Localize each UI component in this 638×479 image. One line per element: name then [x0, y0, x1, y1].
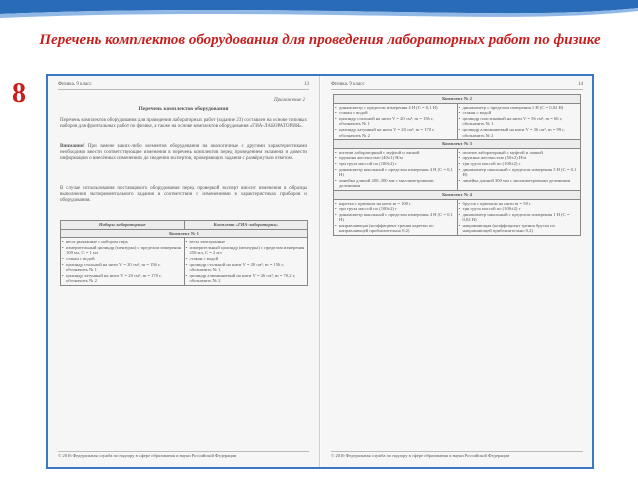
list-item: • динамометр школьный с пределом измерения 4 Н (С = 0,1 Н): [336, 167, 455, 178]
document-page-14: [321, 76, 593, 467]
table-header-cell: Наборы лабораторные: [61, 221, 185, 230]
list-item: • динамометр школьный с пределом измерения 4 Н (С = 0,1 Н): [336, 212, 455, 223]
list-item: • динамометр школьный с пределом измерения 5 Н (С = 0,1 Н): [460, 167, 579, 178]
page-footer: © 2016 Федеральная служба по надзору в сфере образования и науки Российской Федерации: [331, 451, 583, 459]
table-header-cell: Комплект «ГИА-лаборатория»: [184, 221, 308, 230]
list-item: • динамометр школьный с пределом измерения 1 Н (С = 0,02 Н): [460, 212, 579, 223]
decorative-wave: [0, 0, 638, 30]
page-number: 14: [578, 82, 583, 87]
document-heading: Перечень комплектов оборудования: [138, 106, 229, 112]
kit-table: [60, 220, 308, 286]
list-item: • три груза массой по (100±2) г: [460, 161, 579, 167]
document-page-13: [48, 76, 320, 467]
page-header: [331, 82, 583, 90]
kit-table: [333, 94, 581, 236]
list-item: • пружина жесткостью (50±2) Н/м: [460, 155, 579, 161]
list-item: • стакан с водой: [336, 110, 455, 116]
page-number: 13: [304, 82, 309, 87]
page-footer: © 2016 Федеральная служба по надзору в сфере образования и науки Российской Федерации: [58, 451, 309, 459]
list-item: • весы рычажные с набором гирь: [63, 239, 182, 245]
list-item: • динамометр с пределом измерения 1 Н (С = 0,02 Н): [460, 105, 579, 111]
list-item: • линейка длиной 200–300 мм с миллиметровыми делениями: [336, 178, 455, 189]
list-item: • динамометр с пределом измерения 4 Н (С = 0,1 Н): [336, 105, 455, 111]
kit-title: Комплект № 4: [334, 190, 581, 199]
list-item: • измерительный цилиндр (мензурка) с пределом измерения 100 мл, С = 1 мл: [63, 245, 182, 256]
list-item: • брусок с крючком на нити m = 50 г: [460, 201, 579, 207]
warning-paragraph: [60, 144, 307, 163]
list-item: • пружина жесткостью (40±1) Н/м: [336, 155, 455, 161]
list-item: • цилиндр стальной на нити V = 20 см³, m = 156 г, обозначить № 1: [187, 262, 306, 273]
list-item: • три груза массой по (100±2) г: [336, 161, 455, 167]
appendix-label: Приложение 2: [274, 98, 305, 103]
note-paragraph: В случае использования поставщикого оборудования перед проверкой эксперт вносит изменения в образцы выполнения экспериментального задания в соответствии с изменениями в характеристиках приборов и оборудования.: [60, 186, 307, 204]
list-item: • линейка длиной 300 мм с миллиметровыми делениями: [460, 178, 579, 184]
page-header-subject: Физика. 9 класс: [331, 82, 365, 87]
kit-title: Комплект № 2: [334, 95, 581, 104]
list-item: • цилиндр алюминиевый на нити V = 36 см³, m = 99 г, обозначить № 2: [460, 127, 579, 138]
page-header-subject: Физика. 9 класс: [58, 82, 92, 87]
list-item: • стакан с водой: [187, 256, 306, 262]
slide-number: 8: [12, 78, 26, 109]
list-item: • каретка с крючком на нити m = 100 г: [336, 201, 455, 207]
slide-title: Перечень комплектов оборудования для проведения лабораторных работ по физике: [39, 32, 601, 48]
list-item: • стакан с водой: [63, 256, 182, 262]
warning-label: Внимание!: [60, 144, 85, 149]
intro-paragraph: Перечень комплектов оборудования для проведения лабораторных работ (задание 23) составлен на основе типовых наборов для фронтальных работ по физике, а также на основе комплектов оборудования «ГИА-ЛАБОРАТОРИЯ».: [60, 118, 307, 130]
document-scan: [46, 74, 594, 469]
list-item: • цилиндр стальной на нити V = 20 см³, m = 156 г, обозначить № 1: [63, 262, 182, 273]
list-item: • цилиндр алюминиевый на нити V = 26 см³, m = 70,2 г, обозначить № 2: [187, 273, 306, 284]
list-item: • цилиндр стальной на нити V = 20 см³, m = 156 г, обозначить № 1: [336, 116, 455, 127]
list-item: • три груза массой по (100±2) г: [460, 206, 579, 212]
list-item: • цилиндр пластиковый на нити V = 56 см³, m = 66 г, обозначить № 1: [460, 116, 579, 127]
list-item: • весы электронные: [187, 239, 306, 245]
list-item: • стакан с водой: [460, 110, 579, 116]
list-item: • штатив лабораторный с муфтой и лапкой: [460, 150, 579, 156]
list-item: • направляющая (коэффициент трения бруска по направляющей приблизительно 0,2): [460, 223, 579, 234]
list-item: • цилиндр латунный на нити V = 20 см³, m = 170 г, обозначить № 2: [63, 273, 182, 284]
page-header: [58, 82, 309, 90]
kit-title: Комплект № 3: [334, 140, 581, 149]
list-item: • три груза массой по (100±2) г: [336, 206, 455, 212]
list-item: • измерительный цилиндр (мензурка) с пределом измерения 250 мл, С = 2 мл: [187, 245, 306, 256]
warning-text: При замене каких-либо элементов оборудования на аналогичные с другими характеристиками необходимо внести соответствующие изменения в перечень комплектов перед проведением экзамена и довести информацию о внесённых изменениях до сведения экспертов, проверяющих задания с развёрнутым ответом.: [60, 144, 307, 162]
kit-title: Комплект № 1: [61, 229, 308, 238]
list-item: • направляющая (коэффициент трения каретки по направляющей приблизительно 0,2): [336, 223, 455, 234]
list-item: • штатив лабораторный с муфтой и лапкой: [336, 150, 455, 156]
list-item: • цилиндр латунный на нити V = 20 см³, m = 170 г, обозначить № 2: [336, 127, 455, 138]
